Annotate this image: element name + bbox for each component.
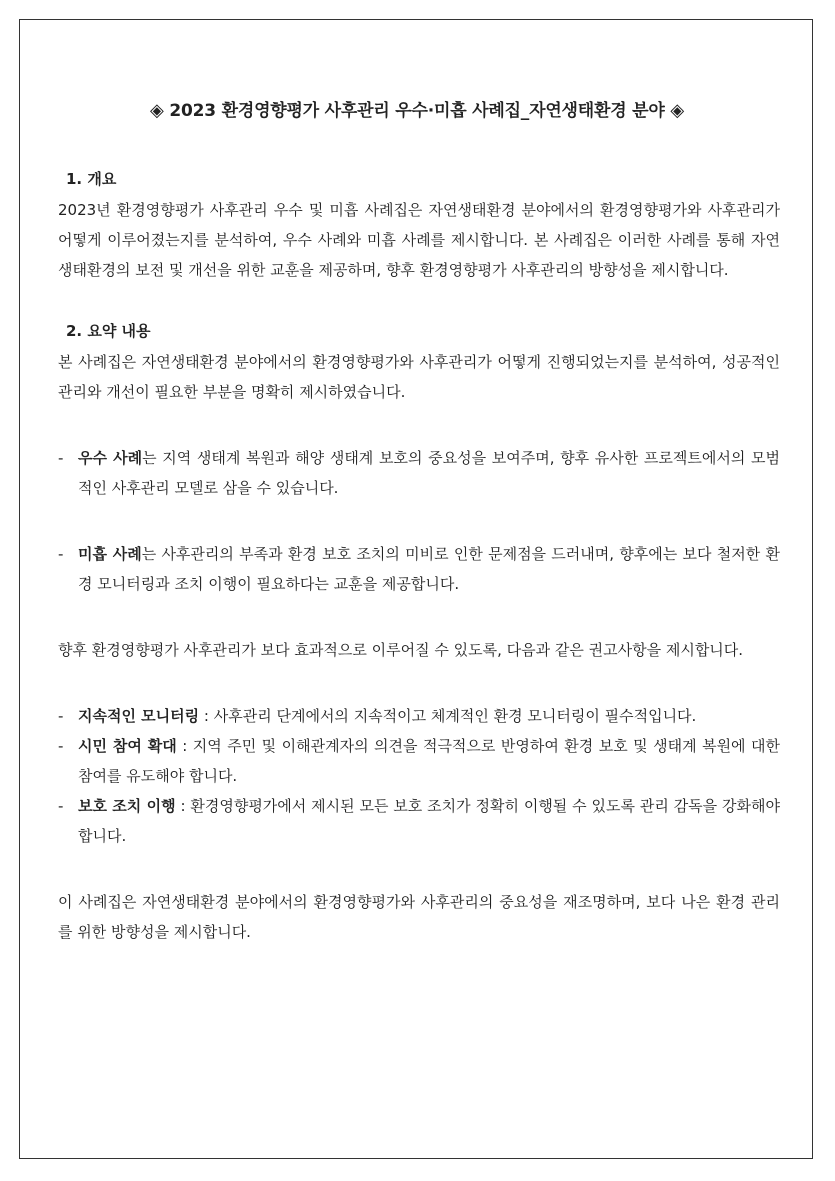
recommendation-term: 보호 조치 이행 bbox=[78, 797, 176, 815]
list-item-poor-case: - 미흡 사례는 사후관리의 부족과 환경 보호 조치의 미비로 인한 문제점을 드러내며, 향후에는 보다 철저한 환경 모니터링과 조치 이행이 필요하다는 교훈을 제공합니다. bbox=[58, 545, 780, 593]
recommendation-term: 지속적인 모니터링 bbox=[78, 707, 200, 725]
overview-paragraph: 2023년 환경영향평가 사후관리 우수 및 미흡 사례집은 자연생태환경 분야에서의 환경영향평가와 사후관리가 어떻게 이루어졌는지를 분석하여, 우수 사례와 미흡 사례를 제시합니다. 본 사례집은 이러한 사례를 통해 자연생태환경의 보전 및 개선을 위한 교훈을 제공하며, 향후 환경영향평가 사후관리의 방향성을 제시합니다. bbox=[58, 201, 780, 279]
list-item-recommendation: - 지속적인 모니터링 : 사후관리 단계에서의 지속적이고 체계적인 환경 모니터링이 필수적입니다. bbox=[58, 707, 697, 725]
diamond-icon-right: ◈ bbox=[670, 100, 684, 121]
list-item-good-case: - 우수 사례는 지역 생태계 복원과 해양 생태계 보호의 중요성을 보여주며, 향후 유사한 프로젝트에서의 모범적인 사후관리 모델로 삼을 수 있습니다. bbox=[58, 449, 780, 497]
recommendation-intro: 향후 환경영향평가 사후관리가 보다 효과적으로 이루어질 수 있도록, 다음과 같은 권고사항을 제시합니다. bbox=[58, 641, 744, 659]
recommendation-list bbox=[58, 701, 780, 851]
poor-case-term: 미흡 사례 bbox=[78, 545, 142, 563]
recommendation-text: : 지역 주민 및 이해관계자의 의견을 적극적으로 반영하여 환경 보호 및 생태계 복원에 대한 참여를 유도해야 합니다. bbox=[78, 737, 780, 785]
diamond-icon-left: ◈ bbox=[150, 100, 164, 121]
recommendation-text: : 환경영향평가에서 제시된 모든 보호 조치가 정확히 이행될 수 있도록 관리 감독을 강화해야 합니다. bbox=[78, 797, 780, 845]
title-text: 2023 환경영향평가 사후관리 우수·미흡 사례집_자연생태환경 분야 bbox=[169, 101, 665, 121]
list-item-recommendation: - 시민 참여 확대 : 지역 주민 및 이해관계자의 의견을 적극적으로 반영하여 환경 보호 및 생태계 복원에 대한 참여를 유도해야 합니다. bbox=[58, 737, 780, 785]
section-heading-overview: 1. 개요 bbox=[66, 170, 117, 188]
recommendation-text: : 사후관리 단계에서의 지속적이고 체계적인 환경 모니터링이 필수적입니다. bbox=[199, 707, 697, 725]
document-body bbox=[58, 96, 780, 947]
section-heading-summary: 2. 요약 내용 bbox=[66, 322, 151, 340]
summary-paragraph: 본 사례집은 자연생태환경 분야에서의 환경영향평가와 사후관리가 어떻게 진행되었는지를 분석하여, 성공적인 관리와 개선이 필요한 부분을 명확히 제시하였습니다. bbox=[58, 353, 780, 401]
recommendation-term: 시민 참여 확대 bbox=[78, 737, 177, 755]
document-title bbox=[54, 96, 780, 121]
good-case-text: 는 지역 생태계 복원과 해양 생태계 보호의 중요성을 보여주며, 향후 유사한 프로젝트에서의 모범적인 사후관리 모델로 삼을 수 있습니다. bbox=[78, 449, 780, 497]
list-item-recommendation: - 보호 조치 이행 : 환경영향평가에서 제시된 모든 보호 조치가 정확히 이행될 수 있도록 관리 감독을 강화해야 합니다. bbox=[58, 797, 780, 845]
poor-case-text: 는 사후관리의 부족과 환경 보호 조치의 미비로 인한 문제점을 드러내며, 향후에는 보다 철저한 환경 모니터링과 조치 이행이 필요하다는 교훈을 제공합니다. bbox=[78, 545, 780, 593]
good-case-term: 우수 사례 bbox=[78, 449, 143, 467]
conclusion-paragraph: 이 사례집은 자연생태환경 분야에서의 환경영향평가와 사후관리의 중요성을 재조명하며, 보다 나은 환경 관리를 위한 방향성을 제시합니다. bbox=[58, 893, 780, 941]
